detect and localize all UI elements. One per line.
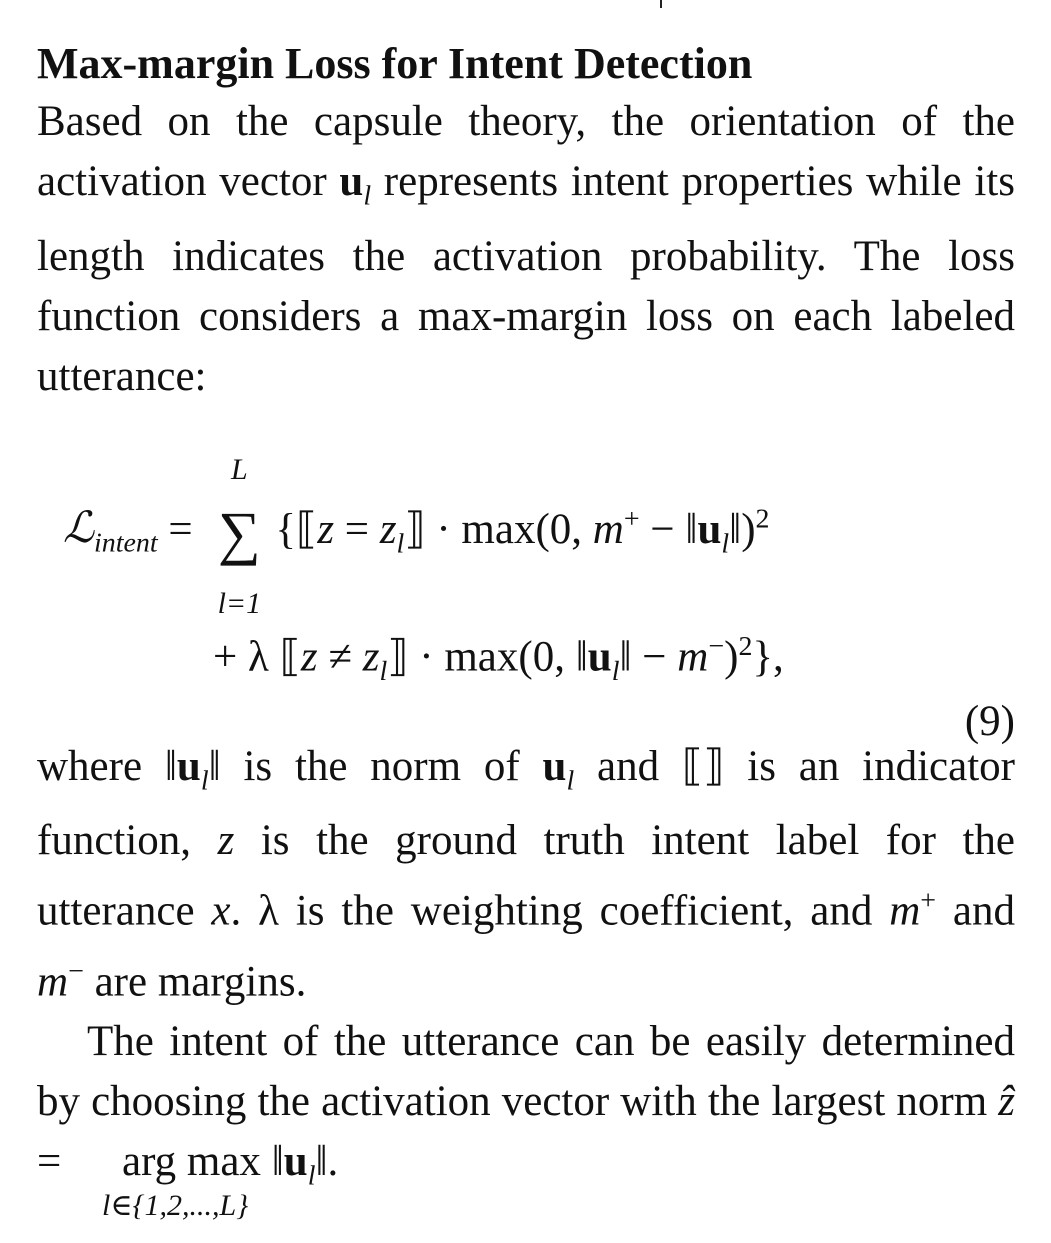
equation-number: (9)	[964, 697, 1015, 745]
equation-line-2: + λ ⟦z ≠ $z_l⟧ \cdot \max(0$, $‖u_l‖ - m^-)^2$},	[213, 630, 784, 687]
equation-lhs: ℒ$_{intent}$	[63, 505, 158, 560]
argmax-subscript: l∈{1,2,...,L}	[102, 1188, 249, 1222]
paragraph-argmax: The intent of the utterance can be easily determined by choosing the activation vector with the largest norm ẑ = arg max l∈{1,2,...,L} $‖u_l‖$.	[37, 1012, 1015, 1207]
sum-upper-limit: L	[231, 452, 248, 486]
equation-line-1: ℒ$_{intent}$ = L ∑ l=1 {⟦z = $z_l⟧ \cdot \max(0$, $m^+ - ‖u_l‖)^2$	[63, 452, 770, 620]
page-divider-mark	[660, 0, 662, 8]
summation: L ∑ l=1	[203, 503, 275, 563]
argmax-operator: arg max l∈{1,2,...,L}	[72, 1132, 261, 1192]
paragraph-intro: Based on the capsule theory, the orientation of the activation vector $u_l$ represents intent properties while its length indicates the activation probability. The loss function considers a max-margin loss on each labeled utterance:	[37, 98, 1015, 400]
equation-9	[37, 407, 1015, 745]
paragraph-definitions: where $‖u_l‖$ is the norm of $u_l$ and ⟦⟧ is an indicator function, z is the ground truth intent label for the utterance x. λ is the weighting coefficient, and m+ and m− are margins.	[37, 742, 1015, 1005]
sum-lower-limit: l=1	[217, 586, 262, 620]
section-heading: Max-margin Loss for Intent Detection	[37, 39, 753, 88]
paper-section	[37, 36, 1015, 1222]
